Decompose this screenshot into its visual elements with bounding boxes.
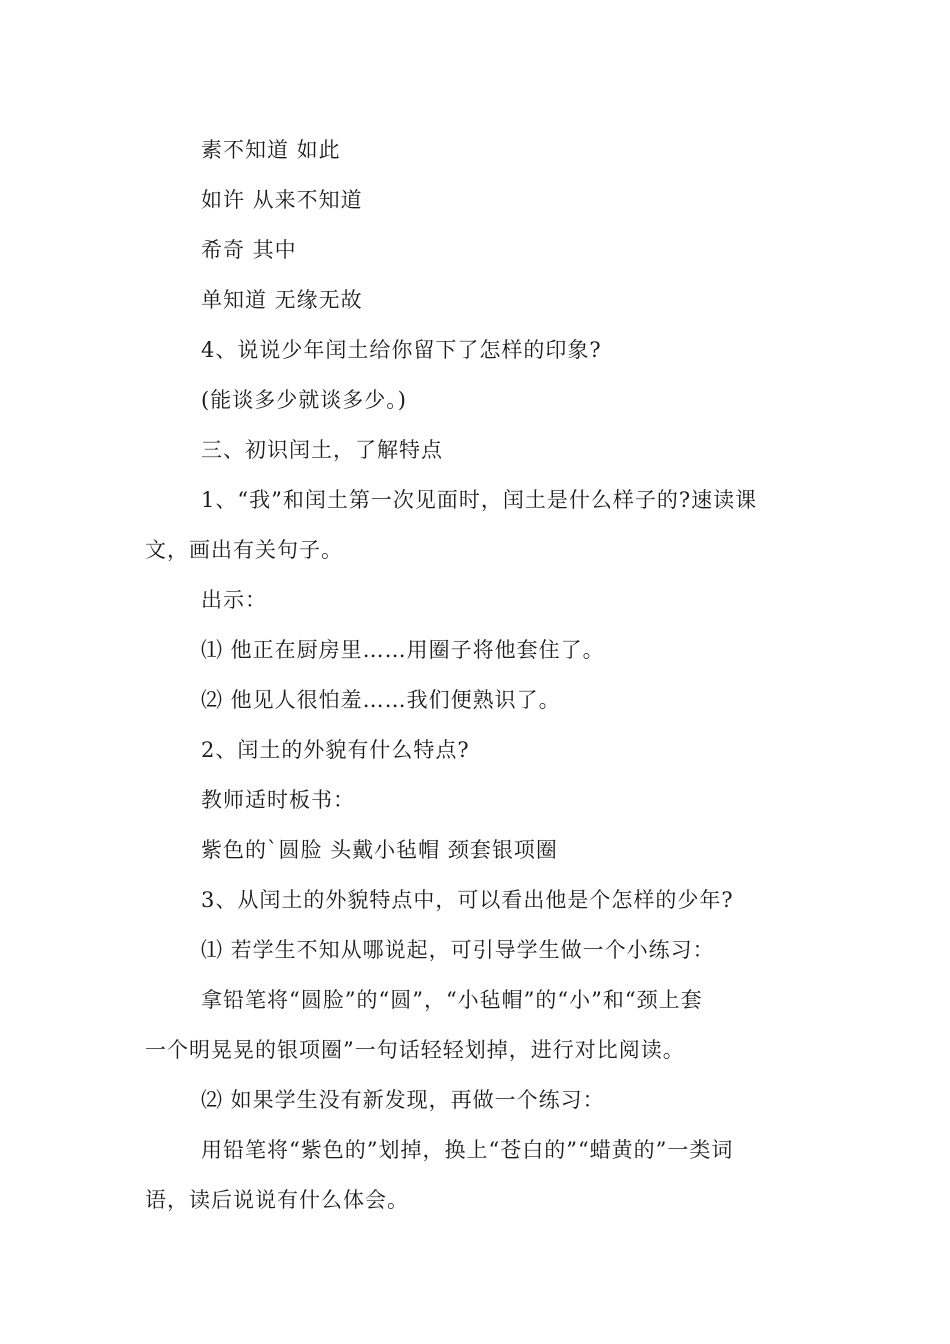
text-line-vocab-2: 如许 从来不知道 xyxy=(201,188,363,212)
step-1-line-2: 文，画出有关句子。 xyxy=(145,538,343,562)
section-heading-3: 三、初识闰土，了解特点 xyxy=(201,438,443,462)
question-4: 4、说说少年闰土给你留下了怎样的印象? xyxy=(201,338,602,362)
step-1-line-1: 1、“我”和闰土第一次见面时，闰土是什么样子的?速读课 xyxy=(201,488,758,512)
question-4-note: (能谈多少就谈多少。) xyxy=(201,388,407,412)
step-3-sub-1: ⑴ 若学生不知从哪说起，可引导学生做一个小练习： xyxy=(201,938,715,962)
quote-2: ⑵ 他见人很怕羞……我们便熟识了。 xyxy=(201,688,561,712)
blackboard-content: 紫色的`圆脸 头戴小毡帽 颈套银项圈 xyxy=(201,838,558,862)
step-2: 2、闰土的外貌有什么特点? xyxy=(201,738,470,762)
show-label: 出示： xyxy=(201,588,267,612)
blackboard-label: 教师适时板书： xyxy=(201,788,355,812)
exercise-1-line-1: 拿铅笔将“圆脸”的“圆”，“小毡帽”的“小”和“颈上套 xyxy=(201,988,703,1012)
step-3: 3、从闰土的外貌特点中，可以看出他是个怎样的少年? xyxy=(201,888,734,912)
text-line-vocab-4: 单知道 无缘无故 xyxy=(201,288,363,312)
text-line-vocab-3: 希奇 其中 xyxy=(201,238,297,262)
exercise-1-line-2: 一个明晃晃的银项圈”一句话轻轻划掉，进行对比阅读。 xyxy=(145,1038,685,1062)
exercise-2-line-2: 语，读后说说有什么体会。 xyxy=(145,1188,409,1212)
exercise-2-line-1: 用铅笔将“紫色的”划掉，换上“苍白的”“蜡黄的”一类词 xyxy=(201,1138,734,1162)
text-line-vocab-1: 素不知道 如此 xyxy=(201,138,341,162)
step-3-sub-2: ⑵ 如果学生没有新发现，再做一个练习： xyxy=(201,1088,605,1112)
quote-1: ⑴ 他正在厨房里……用圈子将他套住了。 xyxy=(201,638,605,662)
